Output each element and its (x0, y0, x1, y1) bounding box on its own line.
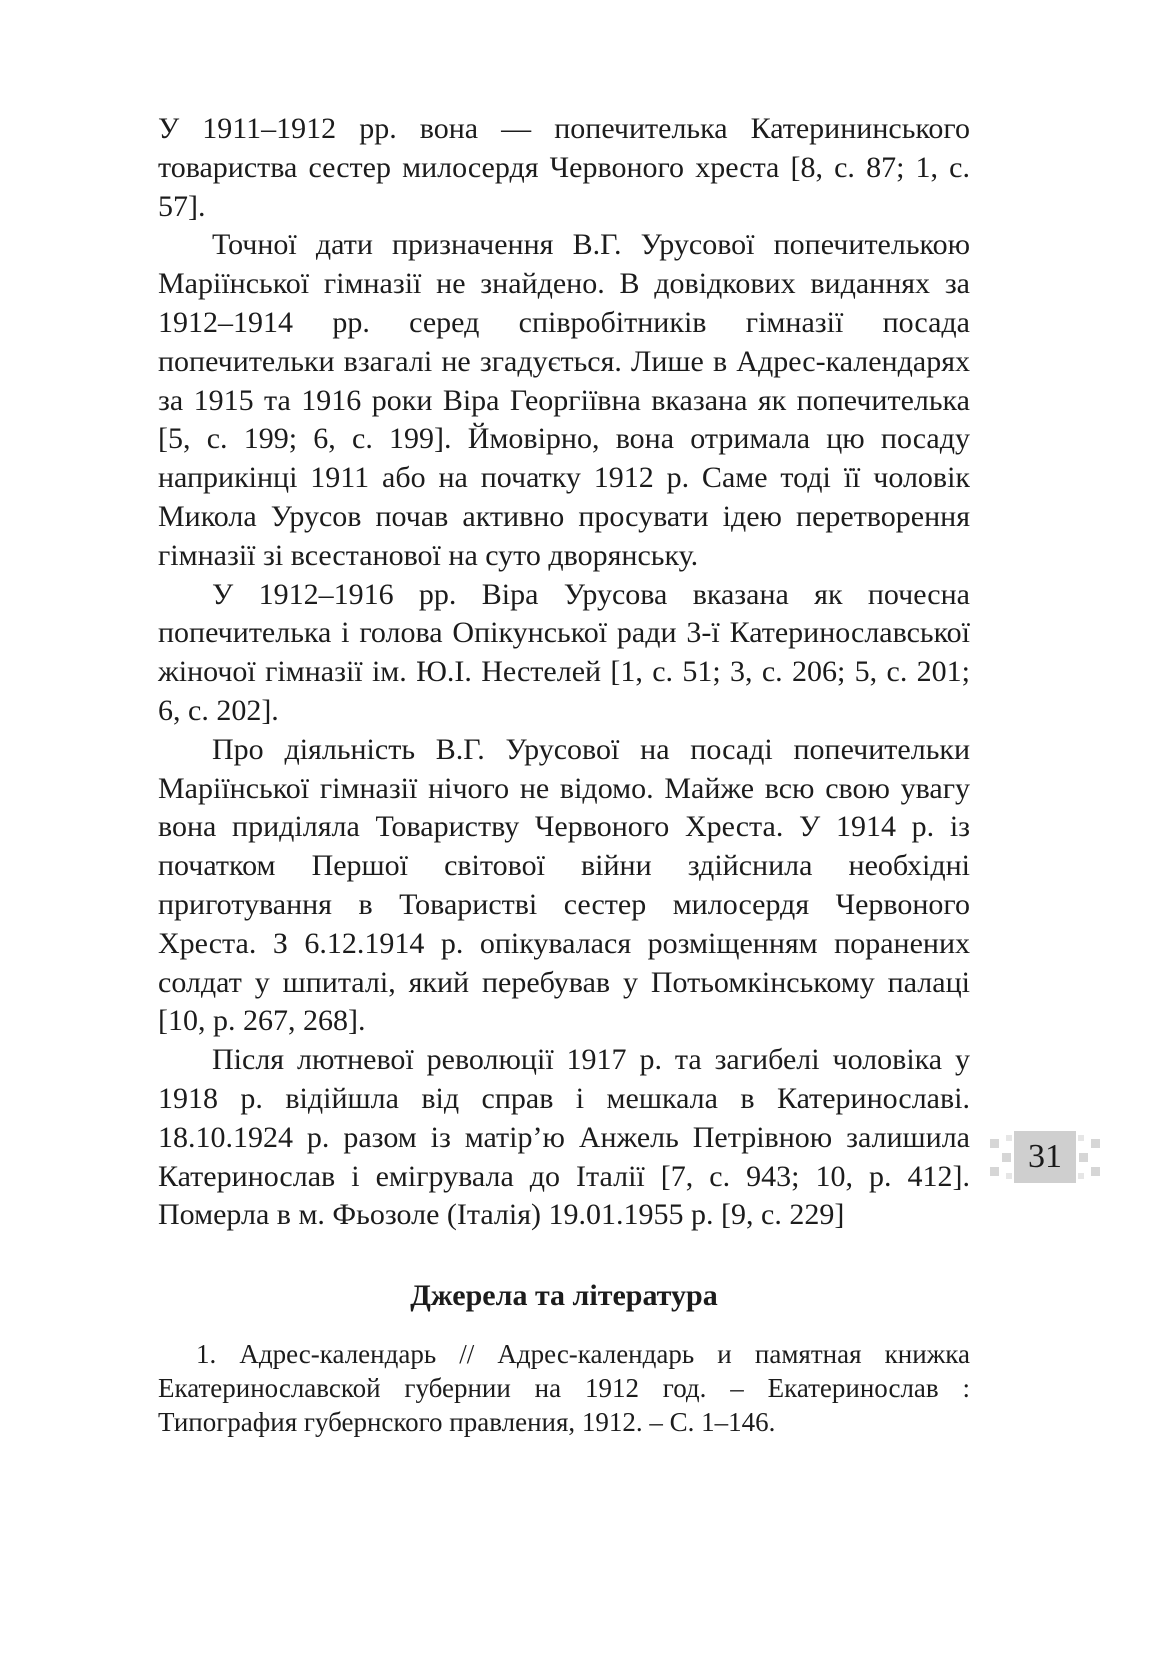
paragraph-3: У 1912–1916 рр. Віра Урусова вказана як почесна попечителька і голова Опікунської ради 3-ї Катеринославської жіночої гімназії ім. Ю.І. Нестелей [1, с. 51; 3, с. 206; 5, с. 201; 6, с. 202]. (158, 577, 970, 727)
paragraph-4: Про діяльність В.Г. Урусової на посаді попечительки Маріїнської гімназії нічого не відомо. Майже всю свою увагу вона приділяла Товариству Червоного Хреста. У 1914 р. із початком Першої світової війни здійснила необхідні приготування в Товаристві сестер милосердя Червоного Хреста. З 6.12.1914 р. опікувалася розміщенням поранених солдат у шпиталі, який перебував у Потьомкінському палаці [10, p. 267, 268]. (158, 732, 970, 1038)
paragraph-5: Після лютневої революції 1917 р. та загибелі чоловіка у 1918 р. відійшла від справ і мешкала в Катеринославі. 18.10.1924 р. разом із матір’ю Анжель Петрівною залишила Катеринослав і емігрувала до Італії [7, с. 943; 10, p. 412]. Померла в м. Фьозоле (Італія) 19.01.1955 р. [9, с. 229] (158, 1043, 970, 1232)
paragraph-2: Точної дати призначення В.Г. Урусової попечителькою Маріїнської гімназії не знайдено. В довідкових виданнях за 1912–1914 рр. серед співробітників гімназії посада попечительки взагалі не згадується. Лише в Адрес-календарях за 1915 та 1916 роки Віра Георгіївна вказана як попечителька [5, с. 199; 6, с. 199]. Ймовірно, вона отримала цю посаду наприкінці 1911 або на початку 1912 р. Саме тоді її чоловік Микола Урусов почав активно просувати ідею перетворення гімназії зі всестанової на суто дворянську. (158, 228, 970, 572)
reference-item-1: 1. Адрес-календарь // Адрес-календарь и памятная книжка Екатеринославской губернии на 1912 год. – Екатеринослав : Типография губернского правления, 1912. – С. 1–146. (158, 1339, 970, 1438)
page-body (158, 110, 970, 1439)
paragraph-1: У 1911–1912 рр. вона — попечителька Катерининського товариства сестер милосердя Червоного хреста [8, с. 87; 1, с. 57]. (158, 112, 970, 223)
page-number: 31 (1014, 1131, 1076, 1183)
page-number-badge (990, 1131, 1100, 1183)
ornament-left-icon (990, 1131, 1016, 1183)
section-heading: Джерела та література (410, 1279, 718, 1313)
ornament-right-icon (1074, 1131, 1100, 1183)
